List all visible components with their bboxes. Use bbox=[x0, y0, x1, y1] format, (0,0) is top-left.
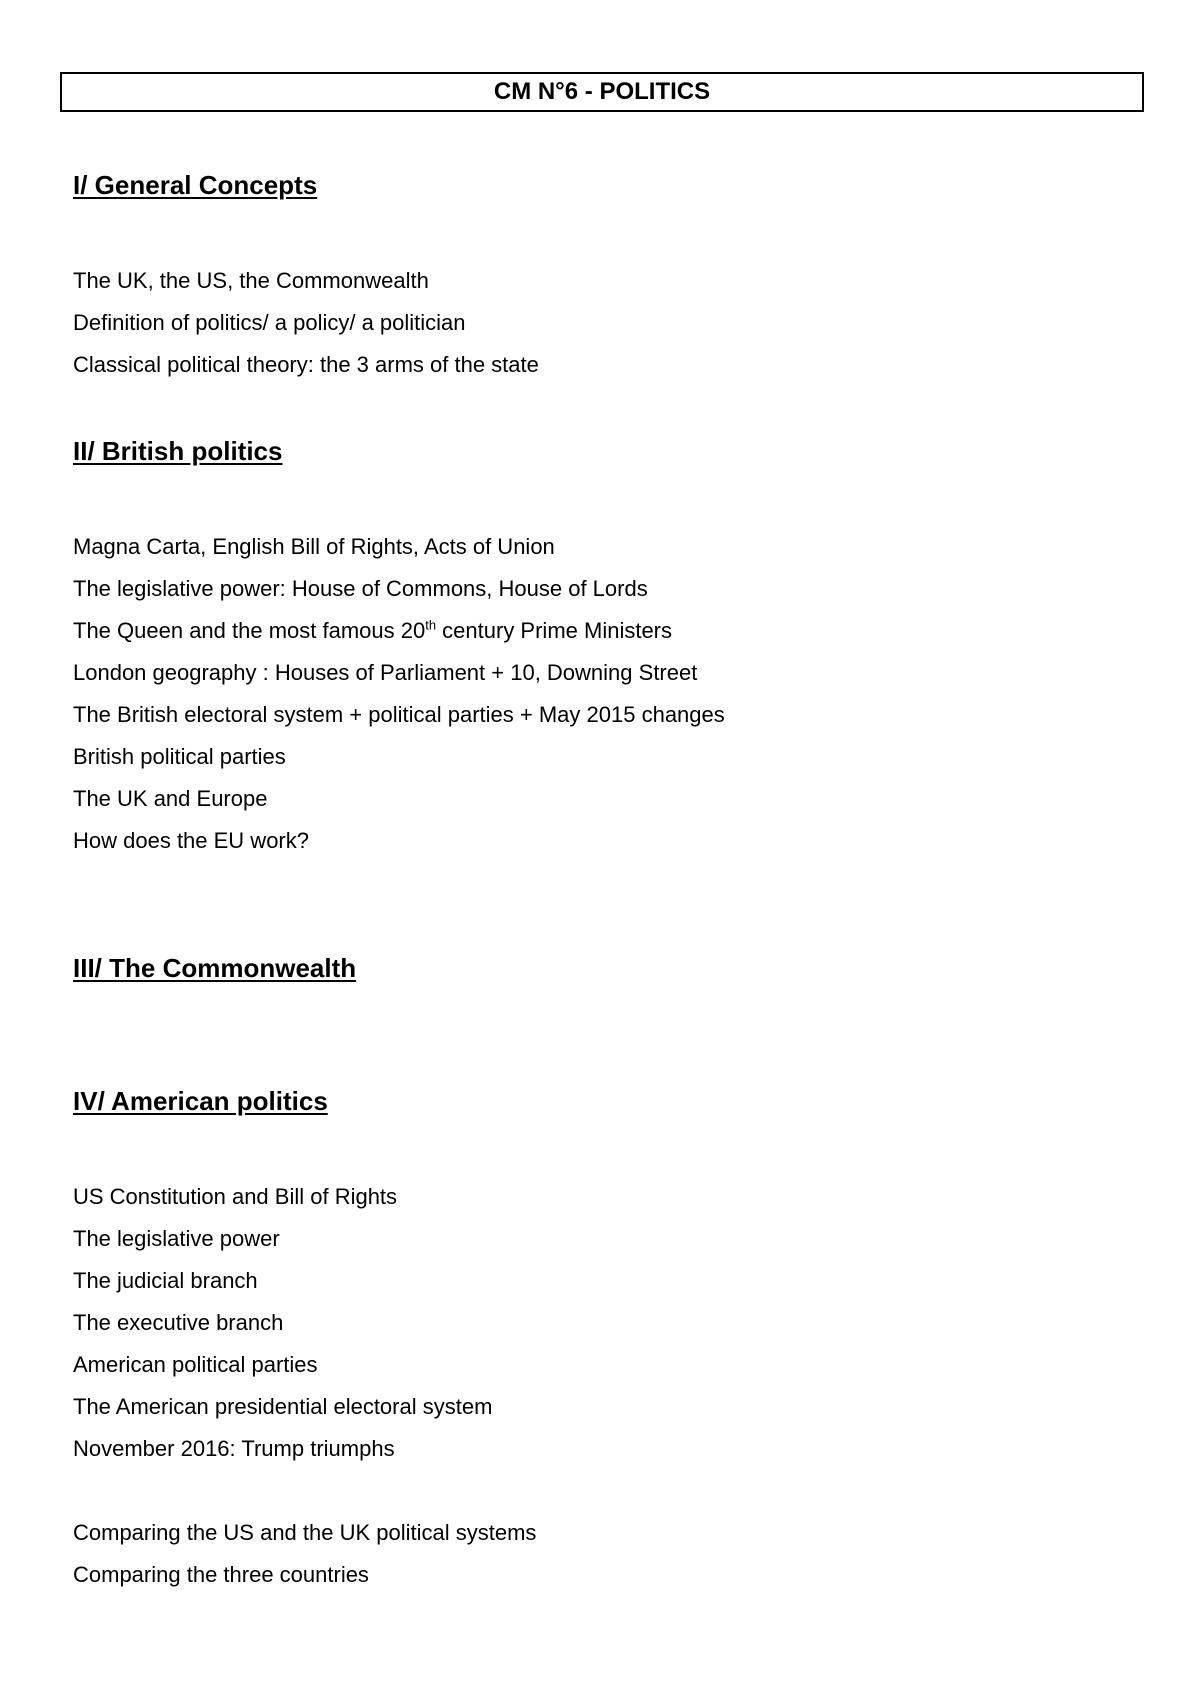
list-item: American political parties bbox=[73, 1352, 318, 1377]
section-heading-general-concepts: I/ General Concepts bbox=[73, 170, 318, 200]
list-item: Magna Carta, English Bill of Rights, Acts of Union bbox=[73, 534, 555, 559]
list-item: The legislative power: House of Commons, House of Lords bbox=[73, 576, 648, 601]
section-heading-commonwealth: III/ The Commonwealth bbox=[73, 953, 357, 983]
list-item: November 2016: Trump triumphs bbox=[73, 1436, 395, 1461]
list-item-text: The Queen and the most famous 20 bbox=[73, 618, 426, 643]
section-heading-american-politics: IV/ American politics bbox=[73, 1086, 328, 1116]
list-item: The American presidential electoral system bbox=[73, 1394, 493, 1419]
list-item: Classical political theory: the 3 arms of the state bbox=[73, 352, 539, 377]
list-item: The legislative power bbox=[73, 1226, 280, 1251]
list-item bbox=[73, 618, 672, 644]
list-item: US Constitution and Bill of Rights bbox=[73, 1184, 398, 1209]
list-item-text: century Prime Ministers bbox=[436, 618, 673, 643]
list-item: The UK, the US, the Commonwealth bbox=[73, 268, 429, 293]
list-item: British political parties bbox=[73, 744, 286, 769]
list-item: Comparing the three countries bbox=[73, 1562, 369, 1587]
list-item: London geography : Houses of Parliament + 10, Downing Street bbox=[73, 660, 698, 685]
list-item: The executive branch bbox=[73, 1310, 284, 1335]
section-heading-british-politics: II/ British politics bbox=[73, 436, 283, 466]
ordinal-suffix: th bbox=[425, 617, 437, 633]
document-title: CM N°6 - POLITICS bbox=[60, 72, 1144, 112]
list-item: How does the EU work? bbox=[73, 828, 309, 853]
list-item: Definition of politics/ a policy/ a politician bbox=[73, 310, 466, 335]
list-item: The British electoral system + political parties + May 2015 changes bbox=[73, 702, 725, 727]
list-item: The UK and Europe bbox=[73, 786, 268, 811]
list-item: Comparing the US and the UK political systems bbox=[73, 1520, 537, 1545]
list-item: The judicial branch bbox=[73, 1268, 258, 1293]
